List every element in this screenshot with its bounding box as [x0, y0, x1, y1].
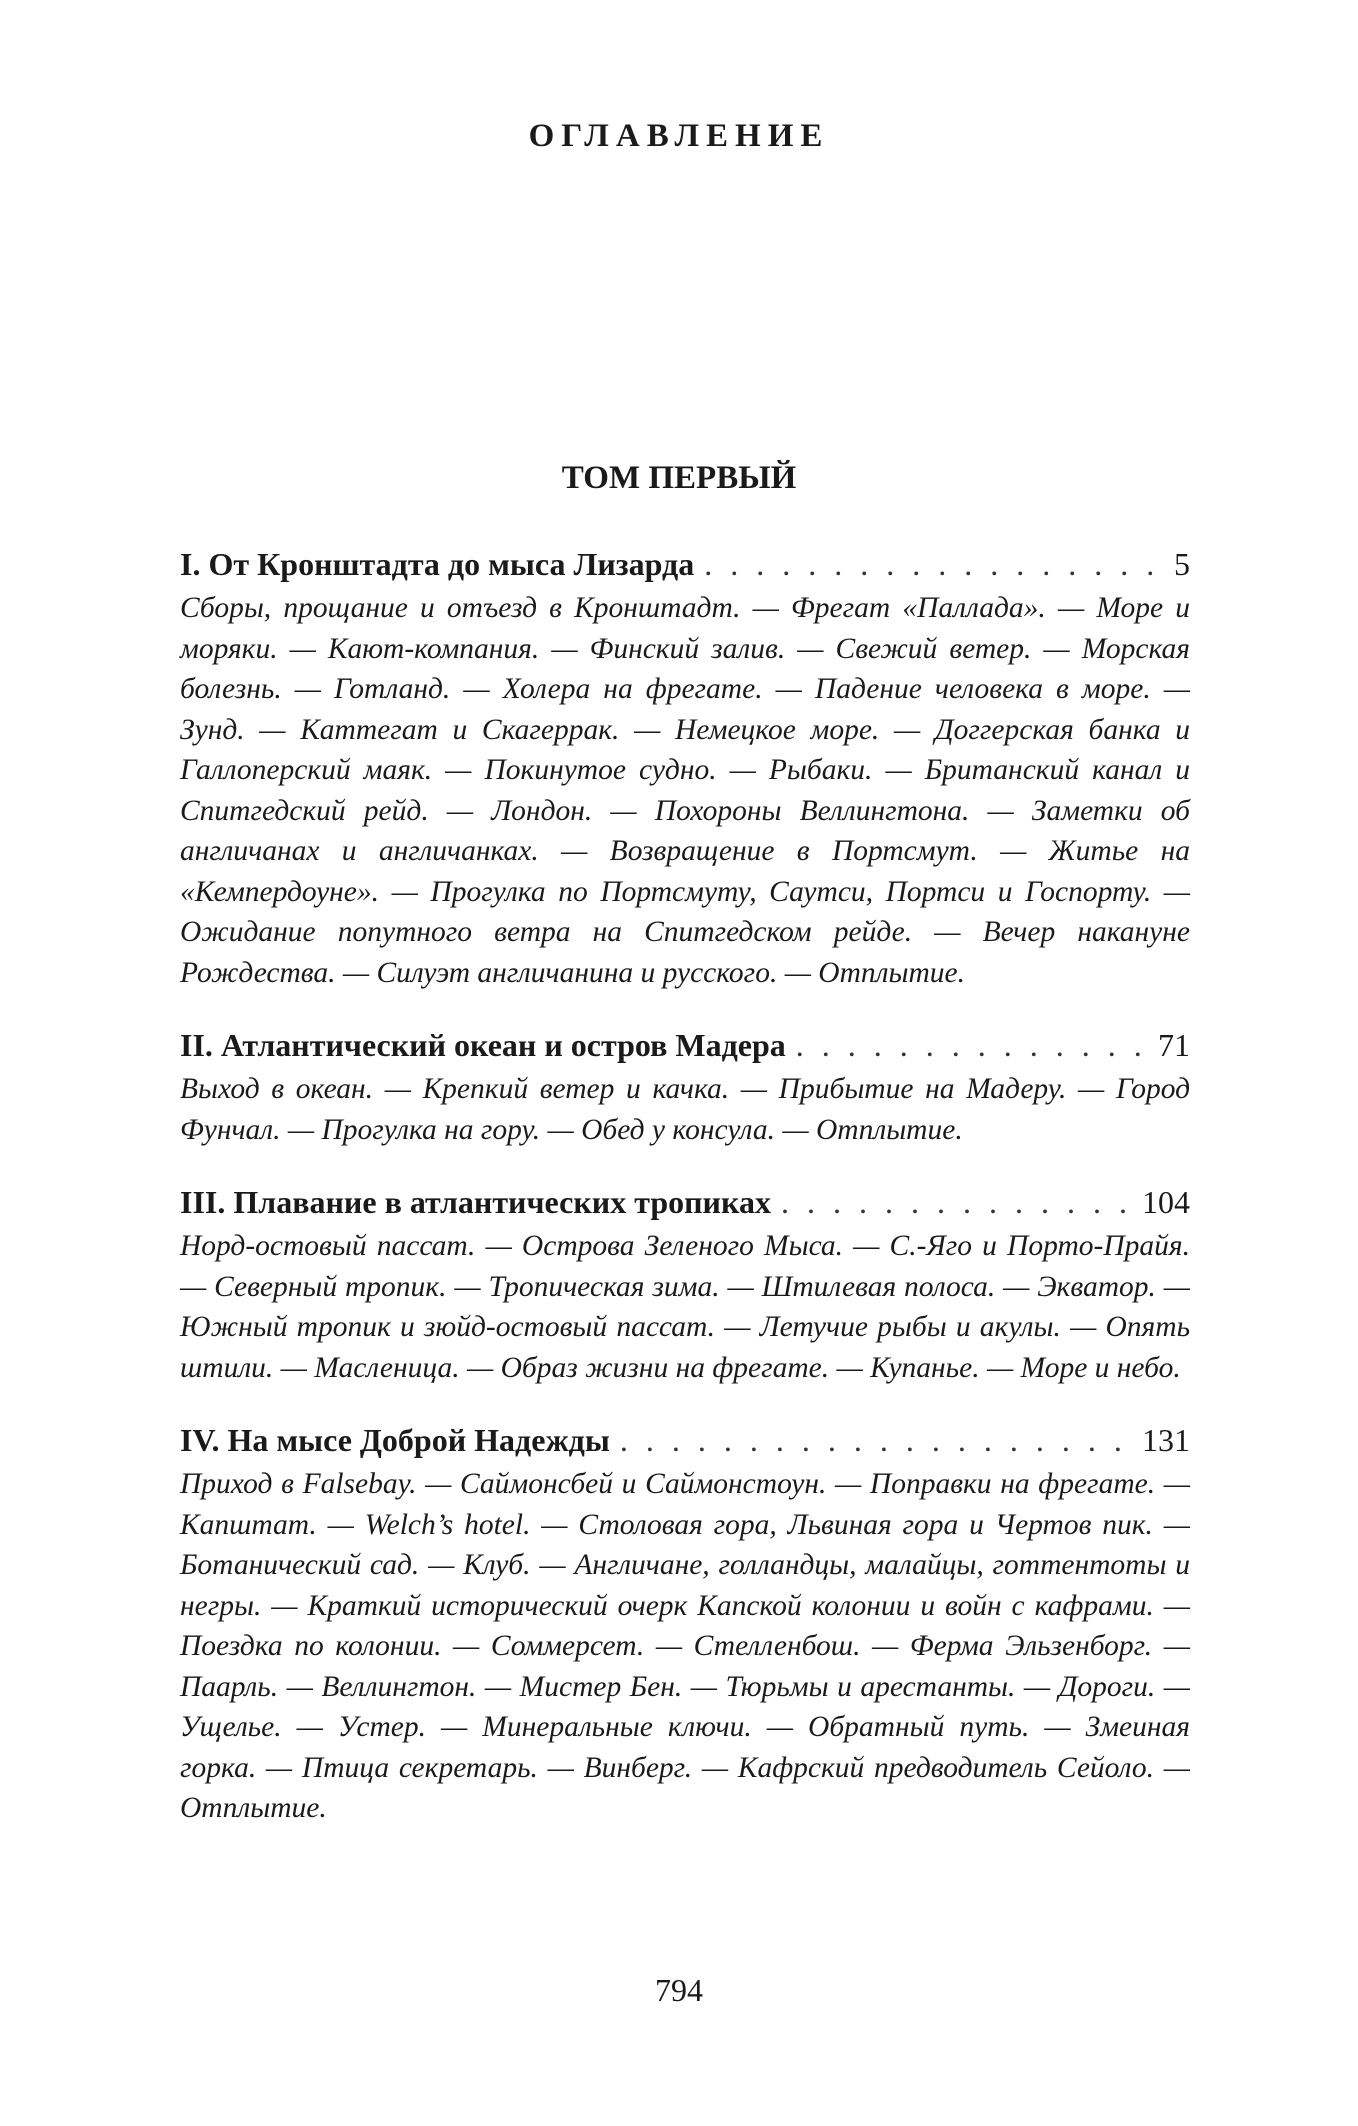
volume-title: ТОМ ПЕРВЫЙ: [561, 460, 797, 496]
toc-entry-line: [180, 1416, 1190, 1464]
page-number: 794: [655, 1972, 703, 2008]
toc-entry: [180, 1416, 1190, 1829]
dot-leader: [781, 1178, 1132, 1226]
toc-entry: [180, 540, 1190, 993]
chapter-summary: Норд-остовый пассат. — Острова Зеленого Мыса. — С.-Яго и Порто-Прайя. — Северный тропик. — Тропическая зима. — Штилевая полоса. — Экватор. — Южный тропик и зюйд-остовый пассат. — Летучие рыбы и акулы. — Опять штили. — Масленица. — Образ жизни на фрегате. — Купанье. — Море и небо.: [180, 1230, 1190, 1384]
dot-leader: [796, 1021, 1148, 1069]
contents-heading: ОГЛАВЛЕНИЕ: [528, 118, 830, 154]
chapter-page-number: 5: [1174, 546, 1190, 582]
dot-leader: [704, 540, 1164, 588]
chapter-title: IV. На мысе Доброй Надежды: [180, 1422, 610, 1458]
toc-entry-line: [180, 540, 1190, 588]
toc-entry: [180, 1021, 1190, 1150]
table-of-contents: [180, 540, 1190, 1857]
chapter-summary: Выход в океан. — Крепкий ветер и качка. — Прибытие на Мадеру. — Город Фунчал. — Прогулка на гору. — Обед у консула. — Отплытие.: [180, 1073, 1190, 1146]
chapter-page-number: 104: [1142, 1184, 1190, 1220]
toc-entry-line: [180, 1178, 1190, 1226]
chapter-title: I. От Кронштадта до мыса Лизарда: [180, 546, 695, 582]
chapter-title: III. Плавание в атлантических тропиках: [180, 1184, 771, 1220]
toc-entry-line: [180, 1021, 1190, 1069]
chapter-title: II. Атлантический океан и остров Мадера: [180, 1027, 786, 1063]
toc-entry: [180, 1178, 1190, 1388]
chapter-page-number: 71: [1158, 1027, 1190, 1063]
dot-leader: [620, 1416, 1132, 1464]
chapter-summary: Сборы, прощание и отъезд в Кронштадт. — Фрегат «Паллада». — Море и моряки. — Кают-компания. — Финский залив. — Свежий ветер. — Морская болезнь. — Готланд. — Холера на фрегате. — Падение человека в море. — Зунд. — Каттегат и Скагеррак. — Немецкое море. — Доггерская банка и Галлоперский маяк. — Покинутое судно. — Рыбаки. — Британский канал и Спитгедский рейд. — Лондон. — Похороны Веллингтона. — Заметки об англичанах и англичанках. — Возвращение в Портсмут. — Житье на «Кемпердоуне». — Прогулка по Портсмуту, Саутси, Портси и Госпорту. — Ожидание попутного ветра на Спитгедском рейде. — Вечер накануне Рождества. — Силуэт англичанина и русского. — Отплытие.: [180, 592, 1190, 989]
chapter-summary: Приход в Falsebay. — Саймонсбей и Саймонстоун. — Поправки на фрегате. — Капштат. — Welch’s hotel. — Столовая гора, Львиная гора и Чертов пик. — Ботанический сад. — Клуб. — Англичане, голландцы, малайцы, готтентоты и негры. — Краткий исторический очерк Капской колонии и войн с кафрами. — Поездка по колонии. — Соммерсет. — Стелленбош. — Ферма Эльзенборг. — Паарль. — Веллингтон. — Мистер Бен. — Тюрьмы и арестанты. — Дороги. — Ущелье. — Устер. — Минеральные ключи. — Обратный путь. — Змеиная горка. — Птица секретарь. — Винберг. — Кафрский предводитель Сейоло. — Отплытие.: [180, 1468, 1190, 1824]
chapter-page-number: 131: [1142, 1422, 1190, 1458]
